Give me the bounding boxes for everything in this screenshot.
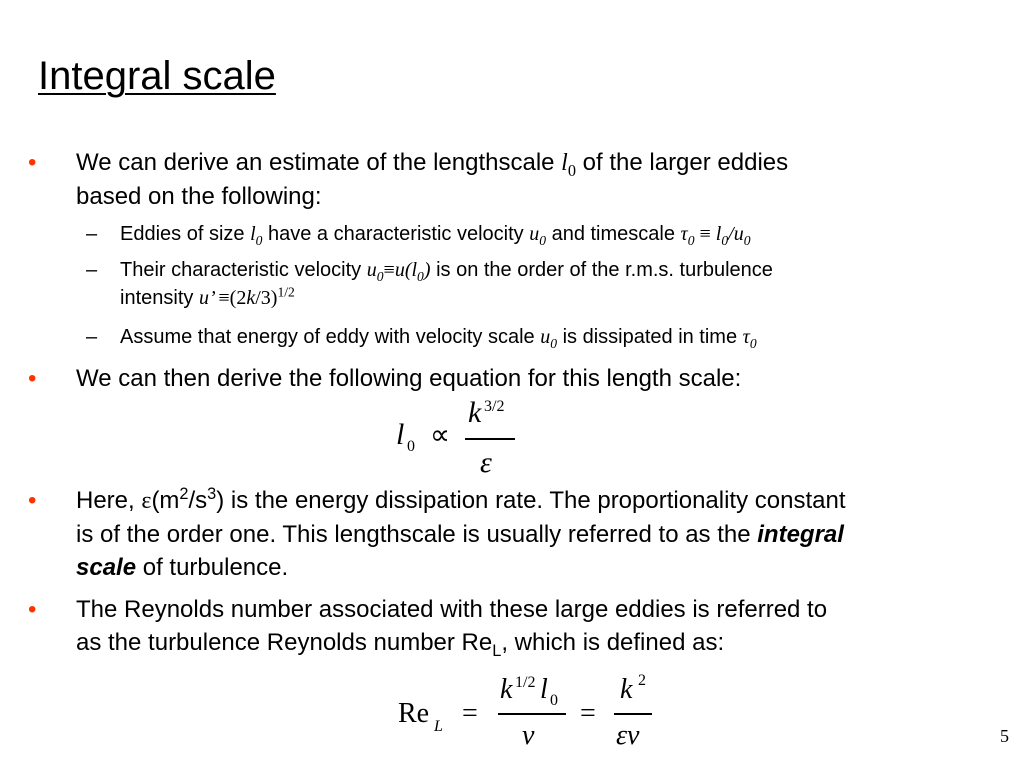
slide-title: Integral scale <box>38 54 276 98</box>
bullet-1-text: We can derive an estimate of the lengthscale $l_0$ of the larger eddies based on the following: <box>76 149 789 210</box>
fraction-bar <box>614 713 652 715</box>
page-number: 5 <box>1000 726 1009 746</box>
scale-emphasis: scale <box>76 554 137 581</box>
dash-icon: – <box>86 326 98 348</box>
bullet-3-text: Here, $\varepsilon(m^2/s^3)$ is the energy dissipation rate. The proportionality constant is of the order one. This lengthscale is usually referred to as the integral scale of turbulence. <box>76 485 846 581</box>
bullet-icon: • <box>28 149 37 176</box>
bullet-2-text: We can then derive the following equation for this length scale: <box>76 365 742 392</box>
integral-emphasis: integral <box>757 521 844 548</box>
fraction-bar <box>465 438 515 440</box>
bullet-icon: • <box>28 365 37 392</box>
fraction-bar <box>498 713 566 715</box>
dash-icon: – <box>86 223 98 245</box>
bullet-4-text: The Reynolds number associated with these large eddies is referred to as the turbulence Reynolds number $Re_L$, which is defined as: <box>76 596 828 660</box>
sub-bullet-1-text: Eddies of size $l_0$ have a characteristic velocity $u_0$ and timescale $\tau_0 \equiv l_0/u_0$ <box>120 223 751 248</box>
bullet-icon: • <box>28 596 37 623</box>
equation-reynolds-number: Re L = k 1/2 l 0 ν = k 2 εν <box>392 672 662 762</box>
dash-icon: – <box>86 259 98 281</box>
sub-bullet-2-text: Their characteristic velocity $u_0\equiv u(l_0)$ is on the order of the r.m.s. turbulence intensity u’ $\equiv(2k/3)^{1/2}$ <box>120 259 773 309</box>
sub-bullet-3-text: Assume that energy of eddy with velocity scale $u_0$ is dissipated in time $\tau_0$ <box>120 326 757 351</box>
equation-integral-scale: l 0 ∝ k 3/2 ε <box>390 396 530 486</box>
bullet-icon: • <box>28 487 37 514</box>
